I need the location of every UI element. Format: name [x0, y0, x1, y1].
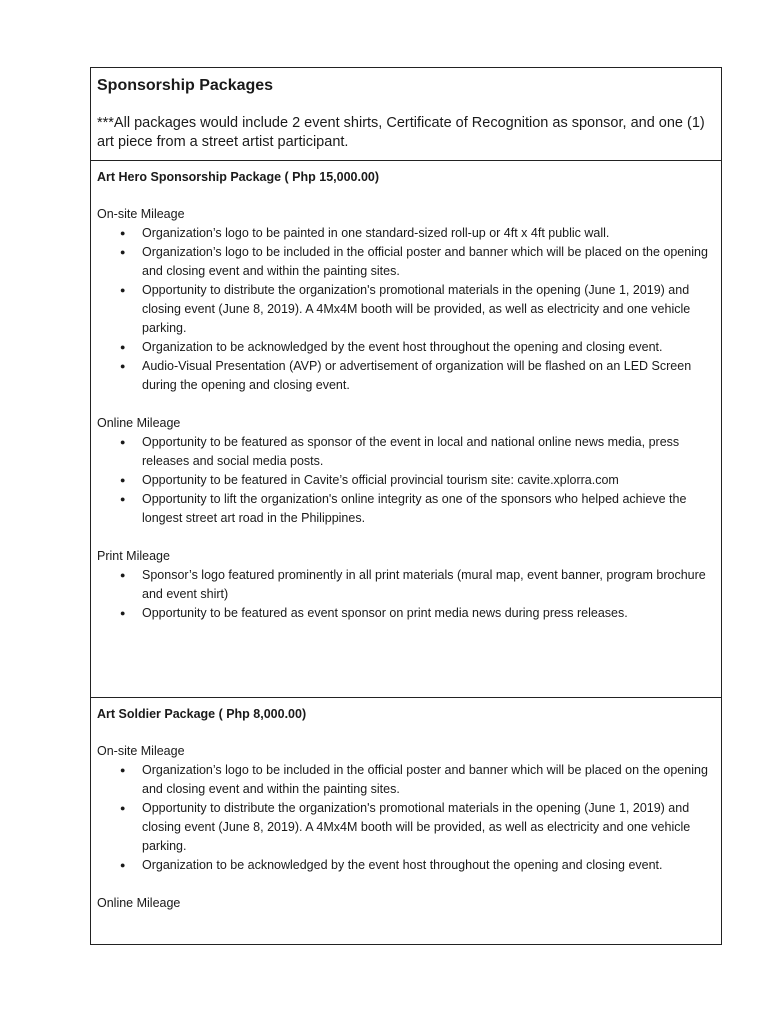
list-item: ● Opportunity to be featured in Cavite’s official provincial tourism site: cavite.xplorra.com [142, 471, 715, 490]
list-item: ● Organization’s logo to be painted in one standard-sized roll-up or 4ft x 4ft public wall. [142, 224, 715, 243]
section-label-online: Online Mileage [97, 416, 181, 430]
sponsorship-table [90, 67, 722, 945]
section-label-online: Online Mileage [97, 896, 181, 910]
bullet-list-online [97, 433, 715, 528]
list-item: ● Opportunity to distribute the organization's promotional materials in the opening (June 1, 2019) and closing event (June 8, 2019). A 4Mx4M booth will be provided, as well as electricity and one vehicle parking. [142, 281, 715, 338]
package-art-soldier [91, 698, 721, 944]
bullet-list-onsite [97, 224, 715, 395]
package-art-hero [91, 161, 721, 698]
package-title: Art Soldier Package ( Php 8,000.00) [97, 707, 307, 721]
list-item: ● Sponsor’s logo featured prominently in all print materials (mural map, event banner, program brochure and event shirt) [142, 566, 715, 604]
package-title: Art Hero Sponsorship Package ( Php 15,000.00) [97, 170, 380, 184]
list-item: ● Organization’s logo to be included in the official poster and banner which will be placed on the opening and closing event and within the painting sites. [142, 761, 715, 799]
list-item: ● Organization to be acknowledged by the event host throughout the opening and closing event. [142, 856, 715, 875]
section-label-onsite: On-site Mileage [97, 744, 185, 758]
bullet-list-onsite [97, 761, 715, 875]
list-item: ● Organization’s logo to be included in the official poster and banner which will be placed on the opening and closing event and within the painting sites. [142, 243, 715, 281]
list-item: ● Opportunity to be featured as sponsor of the event in local and national online news media, press releases and social media posts. [142, 433, 715, 471]
section-label-onsite: On-site Mileage [97, 207, 185, 221]
list-item: ● Organization to be acknowledged by the event host throughout the opening and closing event. [142, 338, 715, 357]
list-item: ● Opportunity to be featured as event sponsor on print media news during press releases. [142, 604, 715, 623]
section-label-print: Print Mileage [97, 549, 170, 563]
list-item: ● Audio-Visual Presentation (AVP) or advertisement of organization will be flashed on an LED Screen during the opening and closing event. [142, 357, 715, 395]
page-title: Sponsorship Packages [97, 77, 274, 94]
list-item: ● Opportunity to lift the organization's online integrity as one of the sponsors who helped achieve the longest street art road in the Philippines. [142, 490, 715, 528]
bullet-list-print [97, 566, 715, 623]
header-cell [91, 68, 721, 161]
list-item: ● Opportunity to distribute the organization's promotional materials in the opening (June 1, 2019) and closing event (June 8, 2019). A 4Mx4M booth will be provided, as well as electricity and one vehicle parking. [142, 799, 715, 856]
intro-note: ***All packages would include 2 event shirts, Certificate of Recognition as sponsor, and one (1) art piece from a street artist participant. [97, 115, 705, 150]
